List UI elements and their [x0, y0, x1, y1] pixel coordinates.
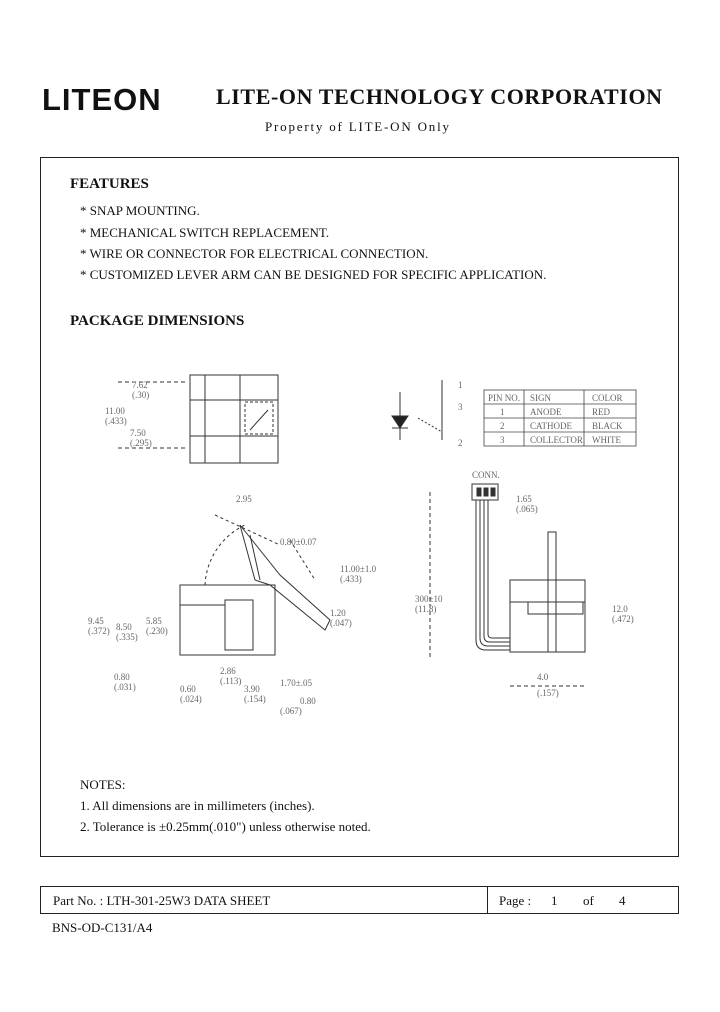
dim-lever-a: 2.95 — [236, 494, 252, 504]
page-total: 4 — [619, 893, 626, 908]
pin-label-1: 1 — [458, 380, 463, 390]
dim-left-b: 8.50 — [116, 622, 132, 632]
dim-left-a-inch: (.372) — [88, 626, 110, 636]
company-name: LITE-ON TECHNOLOGY CORPORATION — [216, 84, 663, 109]
feature-item: * CUSTOMIZED LEVER ARM CAN BE DESIGNED FOR SPECIFIC APPLICATION. — [80, 267, 547, 282]
pin-table-cell: WHITE — [592, 435, 621, 445]
dim-bottom-f-inch: (.067) — [280, 706, 302, 716]
package-drawing — [40, 340, 679, 720]
pin-table-cell: COLLECTOR — [530, 435, 583, 445]
footer-bar — [40, 886, 679, 914]
dim-right-b-inch: (11.8) — [415, 604, 437, 614]
page-current: 1 — [551, 893, 558, 908]
dim-bottom-b: 2.86 — [220, 666, 236, 676]
dim-bottom-d: 3.90 — [244, 684, 260, 694]
right-view-drawing — [430, 484, 585, 686]
pin-table-cell: 3 — [500, 435, 505, 445]
dim-top-b: 11.00 — [105, 406, 125, 416]
feature-item: * MECHANICAL SWITCH REPLACEMENT. — [80, 225, 330, 240]
dim-lever-b: 0.80±0.07 — [280, 537, 317, 547]
pin-table-cell: 1 — [500, 407, 505, 417]
property-line: Property of LITE-ON Only — [265, 119, 451, 134]
dim-bottom-c: 0.60 — [180, 684, 196, 694]
dim-bottom-a-inch: (.031) — [114, 682, 136, 692]
dim-bottom-f: 1.70±.05 — [280, 678, 312, 688]
dim-lever-c: 11.00±1.0 — [340, 564, 377, 574]
dim-right-d-inch: (.157) — [537, 688, 559, 698]
dim-right-c-inch: (.472) — [612, 614, 634, 624]
pin-table-cell: 2 — [500, 421, 505, 431]
features-heading: FEATURES — [70, 176, 149, 192]
form-code: BNS-OD-C131/A4 — [52, 920, 153, 935]
feature-item: * SNAP MOUNTING. — [80, 203, 200, 218]
side-view-drawing — [180, 515, 330, 655]
dim-left-c: 5.85 — [146, 616, 162, 626]
part-number-label: Part No. : LTH-301-25W3 DATA SHEET — [53, 893, 271, 908]
page-label: Page : — [499, 893, 532, 908]
pin-table-header: COLOR — [592, 393, 623, 403]
dim-top-a: 7.62 — [132, 380, 148, 390]
dim-top-c: 7.50 — [130, 428, 146, 438]
diode-symbol — [392, 380, 442, 440]
dim-top-a-inch: (.30) — [132, 390, 150, 400]
dim-left-a: 9.45 — [88, 616, 104, 626]
pin-label-2: 2 — [458, 438, 463, 448]
dim-bottom-b-inch: (.113) — [220, 676, 242, 686]
feature-item: * WIRE OR CONNECTOR FOR ELECTRICAL CONNECTION. — [80, 246, 429, 261]
dim-left-c-inch: (.230) — [146, 626, 168, 636]
dim-right-b: 300±10 — [415, 594, 443, 604]
dim-left-b-inch: (.335) — [116, 632, 138, 642]
dim-lever-d: 1.20 — [330, 608, 346, 618]
connector-label: CONN. — [472, 470, 500, 480]
notes-heading: NOTES: — [80, 777, 126, 792]
dim-lever-d-inch: (.047) — [330, 618, 352, 628]
footer-divider — [487, 887, 488, 913]
package-dimensions-heading: PACKAGE DIMENSIONS — [70, 313, 245, 329]
page-of: of — [583, 893, 594, 908]
pin-table-cell: BLACK — [592, 421, 623, 431]
dim-bottom-e: 0.80 — [300, 696, 316, 706]
pin-table-header: SIGN — [530, 393, 552, 403]
dim-right-d: 4.0 — [537, 672, 549, 682]
pin-table-cell: ANODE — [530, 407, 562, 417]
dim-right-a: 1.65 — [516, 494, 532, 504]
note-item: 1. All dimensions are in millimeters (inches). — [80, 798, 315, 813]
dim-lever-c-inch: (.433) — [340, 574, 362, 584]
note-item: 2. Tolerance is ±0.25mm(.010") unless otherwise noted. — [80, 819, 371, 834]
company-logo: LITEON — [42, 82, 162, 117]
dim-top-b-inch: (.433) — [105, 416, 127, 426]
pin-label-3: 3 — [458, 402, 463, 412]
pin-table-header: PIN NO. — [488, 393, 521, 403]
dim-bottom-d-inch: (.154) — [244, 694, 266, 704]
pin-table-cell: RED — [592, 407, 610, 417]
dim-right-a-inch: (.065) — [516, 504, 538, 514]
dim-bottom-c-inch: (.024) — [180, 694, 202, 704]
dim-right-c: 12.0 — [612, 604, 628, 614]
pin-table-cell: CATHODE — [530, 421, 572, 431]
dim-top-c-inch: (.295) — [130, 438, 152, 448]
dim-bottom-a: 0.80 — [114, 672, 130, 682]
